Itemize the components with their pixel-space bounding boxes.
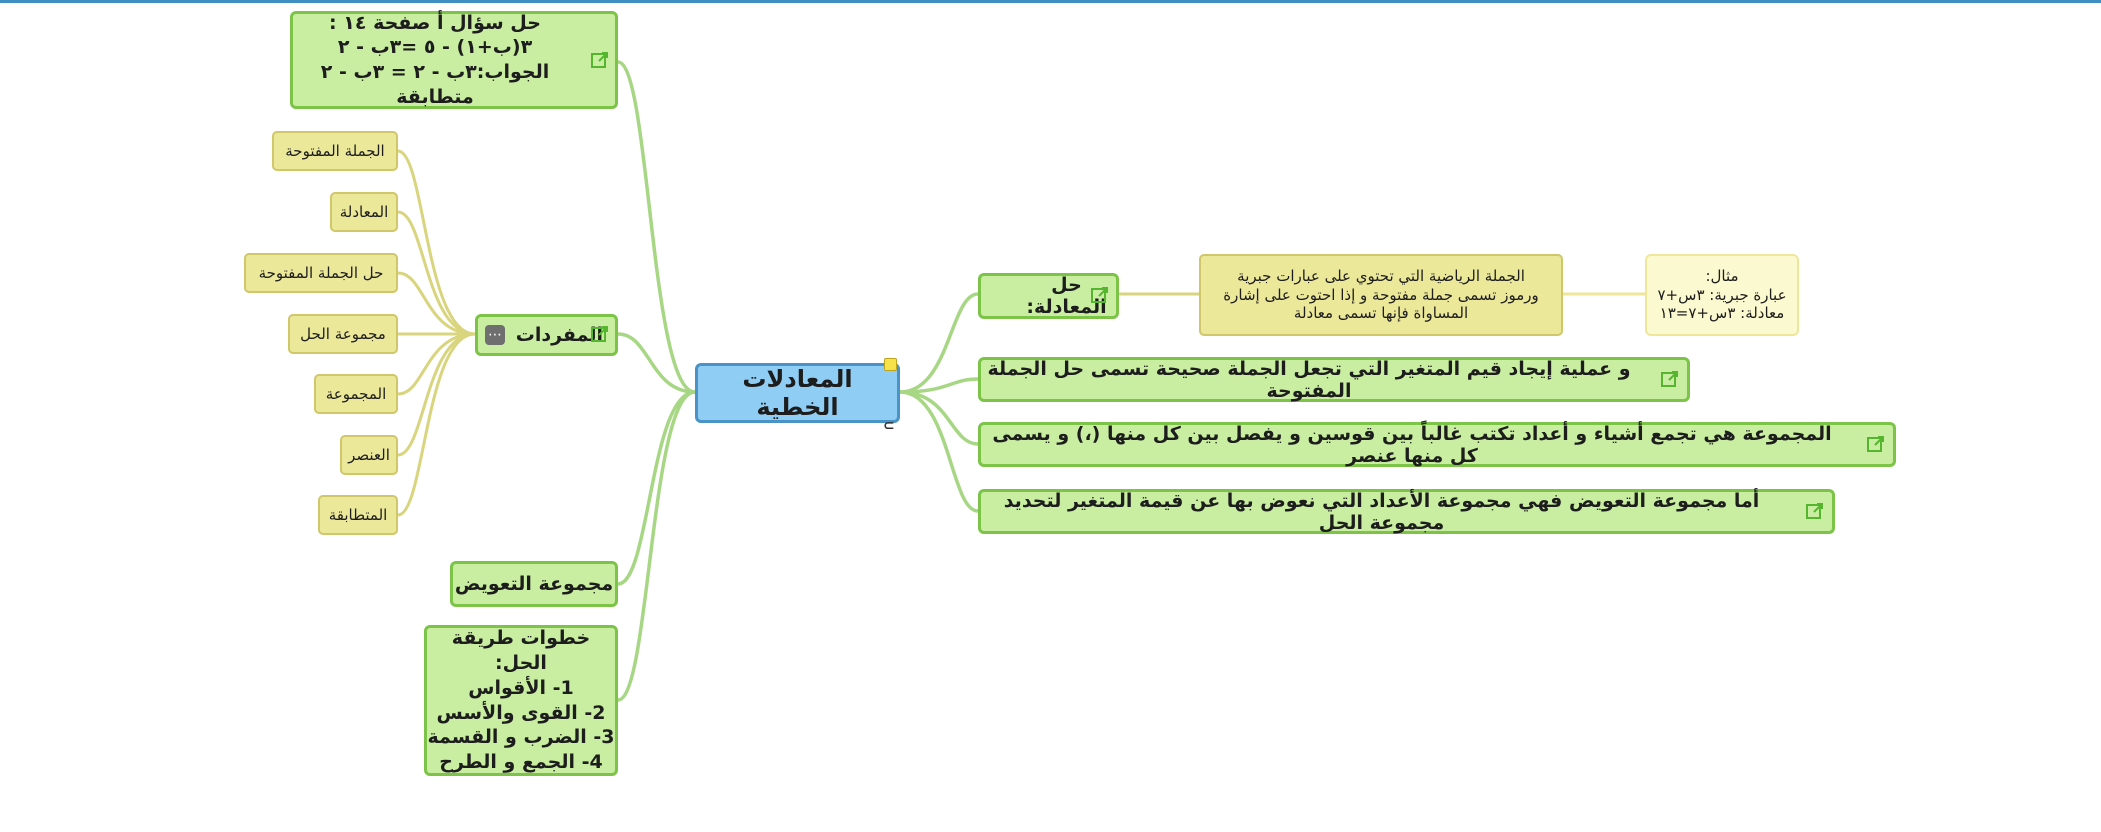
topic-substitution-set[interactable]	[450, 561, 618, 607]
steps-line: 2- القوى والأسس	[436, 701, 606, 724]
topic-set-definition[interactable]	[978, 422, 1896, 467]
example-line-2: ٣(ب+١) - ٥ =٣ب - ٢	[337, 36, 533, 59]
topic-solution-process[interactable]	[978, 357, 1690, 402]
definition-line: الجملة الرياضية التي تحتوي على عبارات جبرية	[1237, 266, 1525, 285]
vocab-item[interactable]	[244, 253, 398, 293]
connector	[900, 379, 978, 392]
vocabulary-label: المفردات	[515, 324, 603, 346]
vocab-item[interactable]	[314, 374, 398, 414]
external-link-icon[interactable]	[590, 50, 610, 70]
example-card-line: معادلة: ٣س+٧=١٣	[1659, 304, 1785, 323]
solve-equation-label: حل المعادلة:	[1026, 274, 1107, 318]
external-link-icon[interactable]	[1866, 434, 1886, 454]
steps-line: خطوات طريقة الحل:	[451, 627, 591, 675]
connector	[618, 62, 695, 392]
connector	[618, 392, 695, 584]
definition-card[interactable]	[1199, 254, 1563, 336]
topic-example-question[interactable]	[290, 11, 618, 109]
set-definition-label: المجموعة هي تجمع أشياء و أعداد تكتب غالباً بين قوسين و يفصل بين كل منها (،) و يسمى كل منها عنصر	[992, 422, 1832, 467]
steps-line: 4- الجمع و الطرح	[439, 750, 603, 773]
topic-solution-steps[interactable]	[424, 625, 618, 776]
external-link-icon[interactable]	[1660, 369, 1680, 389]
vocab-item-label: العنصر	[348, 446, 390, 464]
substitution-set-label: مجموعة التعويض	[454, 573, 614, 595]
example-card-line: عبارة جبرية: ٣س+٧	[1657, 285, 1787, 304]
vocab-item-label: المعادلة	[339, 203, 389, 221]
definition-line: المساواة فإنها تسمى معادلة	[1293, 304, 1469, 323]
connector	[900, 392, 978, 444]
vocab-item[interactable]	[318, 495, 398, 535]
solution-process-label: و عملية إيجاد قيم المتغير التي تجعل الجملة صحيحة تسمى حل الجملة المفتوحة	[987, 357, 1631, 402]
central-topic[interactable]	[695, 363, 900, 423]
steps-line: 1- الأقواس	[468, 676, 574, 699]
vocab-item[interactable]	[330, 192, 398, 232]
note-icon[interactable]	[884, 358, 897, 371]
substitution-definition-label: أما مجموعة التعويض فهي مجموعة الأعداد التي نعوض بها عن قيمة المتغير لتحديد مجموعة الحل	[1003, 489, 1760, 534]
vocab-item-label: الجملة المفتوحة	[285, 142, 385, 160]
connector	[618, 392, 695, 700]
vocab-item-label: المجموعة	[325, 385, 387, 403]
external-link-icon[interactable]	[1805, 501, 1825, 521]
definition-line: ورموز تسمى جملة مفتوحة و إذا احتوت على إشارة	[1223, 285, 1539, 304]
steps-line: 3- الضرب و القسمة	[427, 726, 615, 749]
external-link-icon[interactable]	[590, 324, 610, 344]
central-topic-label: المعادلات الخطية	[742, 365, 853, 421]
example-line-3: الجواب:٣ب - ٢ = ٣ب - ٢ متطابقة	[320, 61, 550, 108]
example-card[interactable]	[1645, 254, 1799, 336]
collapse-icon[interactable]: ⊂	[883, 418, 895, 434]
vocab-item[interactable]	[272, 131, 398, 171]
example-line-1: حل سؤال أ صفحة ١٤ :	[329, 11, 541, 34]
external-link-icon[interactable]	[1090, 285, 1110, 305]
vocab-item[interactable]	[340, 435, 398, 475]
vocab-item[interactable]	[288, 314, 398, 354]
connector	[398, 151, 475, 334]
example-card-line: مثال:	[1705, 266, 1739, 285]
connector	[900, 294, 978, 392]
connector	[398, 334, 475, 515]
vocab-item-label: المتطابقة	[328, 506, 388, 524]
vocab-item-label: حل الجملة المفتوحة	[258, 264, 384, 282]
vocab-item-label: مجموعة الحل	[300, 325, 386, 343]
more-icon[interactable]: ⋯	[485, 325, 505, 345]
topic-substitution-definition[interactable]	[978, 489, 1835, 534]
